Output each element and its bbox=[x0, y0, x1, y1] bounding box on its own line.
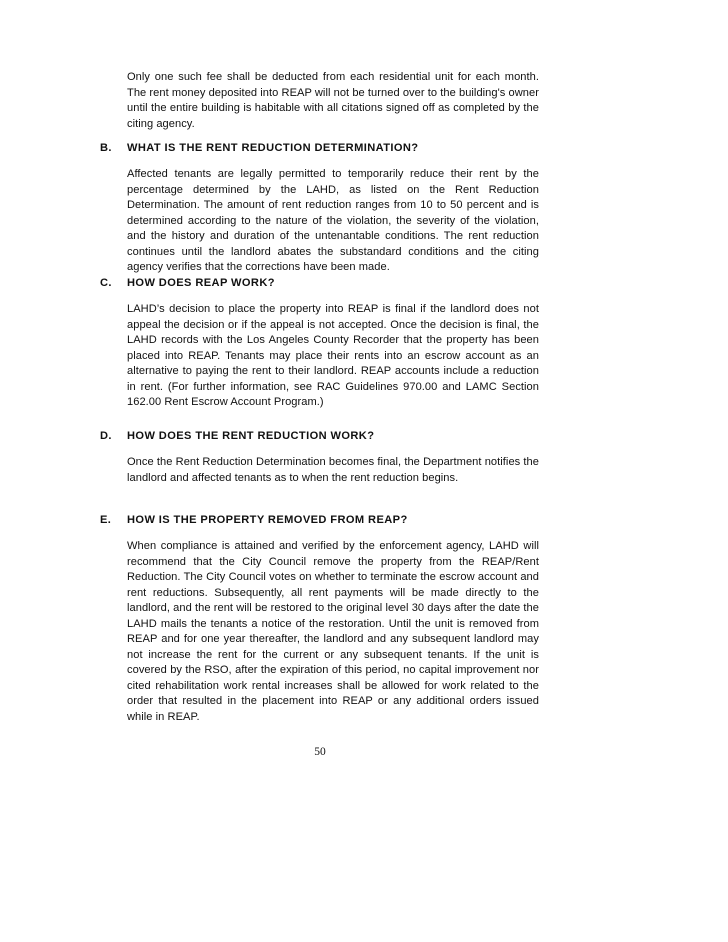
section-b-letter: B. bbox=[100, 142, 112, 154]
section-e-heading bbox=[100, 513, 540, 528]
section-c-paragraph: LAHD’s decision to place the property into REAP is final if the landlord does not appeal the decision or if the appeal is not accepted. Once the decision is final, the LAHD records with the Los Angeles County Recorder that the property has been placed into REAP. Tenants may place their rents into an escrow account as an alternative to paying the rent to their landlord. REAP accounts include a reduction in rent. (For further information, see RAC Guidelines 970.00 and LAMC Section 162.00 Rent Escrow Account Program.) bbox=[127, 303, 539, 408]
intro-paragraph: Only one such fee shall be deducted from each residential unit for each month. The rent money deposited into REAP will not be turned over to the building's owner until the entire building is habitable with all citations signed off as completed by the citing agency. bbox=[127, 71, 539, 130]
section-e-title: HOW IS THE PROPERTY REMOVED FROM REAP? bbox=[127, 514, 408, 526]
section-d-title: HOW DOES THE RENT REDUCTION WORK? bbox=[127, 430, 375, 442]
section-b-title: WHAT IS THE RENT REDUCTION DETERMINATION? bbox=[127, 142, 419, 154]
section-d-letter: D. bbox=[100, 430, 112, 442]
section-c-title: HOW DOES REAP WORK? bbox=[127, 277, 275, 289]
section-c-letter: C. bbox=[100, 277, 112, 289]
page-number: 50 bbox=[314, 746, 326, 758]
section-d-paragraph: Once the Rent Reduction Determination becomes final, the Department notifies the landlord and affected tenants as to when the rent reduction begins. bbox=[127, 456, 539, 484]
section-e-paragraph: When compliance is attained and verified by the enforcement agency, LAHD will recommend that the City Council remove the property from the REAP/Rent Reduction. The City Council votes on whether to terminate the escrow account and rent reductions. Subsequently, all rent payments will be made directly to the landlord, and the rent will be restored to the original level 30 days after the date the LAHD mails the tenants a notice of the restoration. Until the unit is removed from REAP and for one year thereafter, the landlord and any subsequent landlord may not increase the rent for the current or any subsequent tenants. If the unit is covered by the RSO, after the expiration of this period, no capital improvement nor cited rehabilitation work rental increases shall be allowed for work related to the order that resulted in the placement into REAP or any additional orders issued while in REAP. bbox=[127, 540, 539, 723]
section-c-heading bbox=[100, 276, 540, 291]
section-e-letter: E. bbox=[100, 514, 112, 526]
section-d-heading bbox=[100, 429, 540, 444]
section-b-heading bbox=[100, 141, 540, 156]
section-b-paragraph: Affected tenants are legally permitted to temporarily reduce their rent by the percentage determined by the LAHD, as listed on the Rent Reduction Determination. The amount of rent reduction ranges from 10 to 50 percent and is determined according to the nature of the violation, the severity of the violation, and the history and duration of the untenantable conditions. The rent reduction continues until the landlord abates the substandard conditions and the citing agency verifies that the corrections have been made. bbox=[127, 168, 539, 273]
